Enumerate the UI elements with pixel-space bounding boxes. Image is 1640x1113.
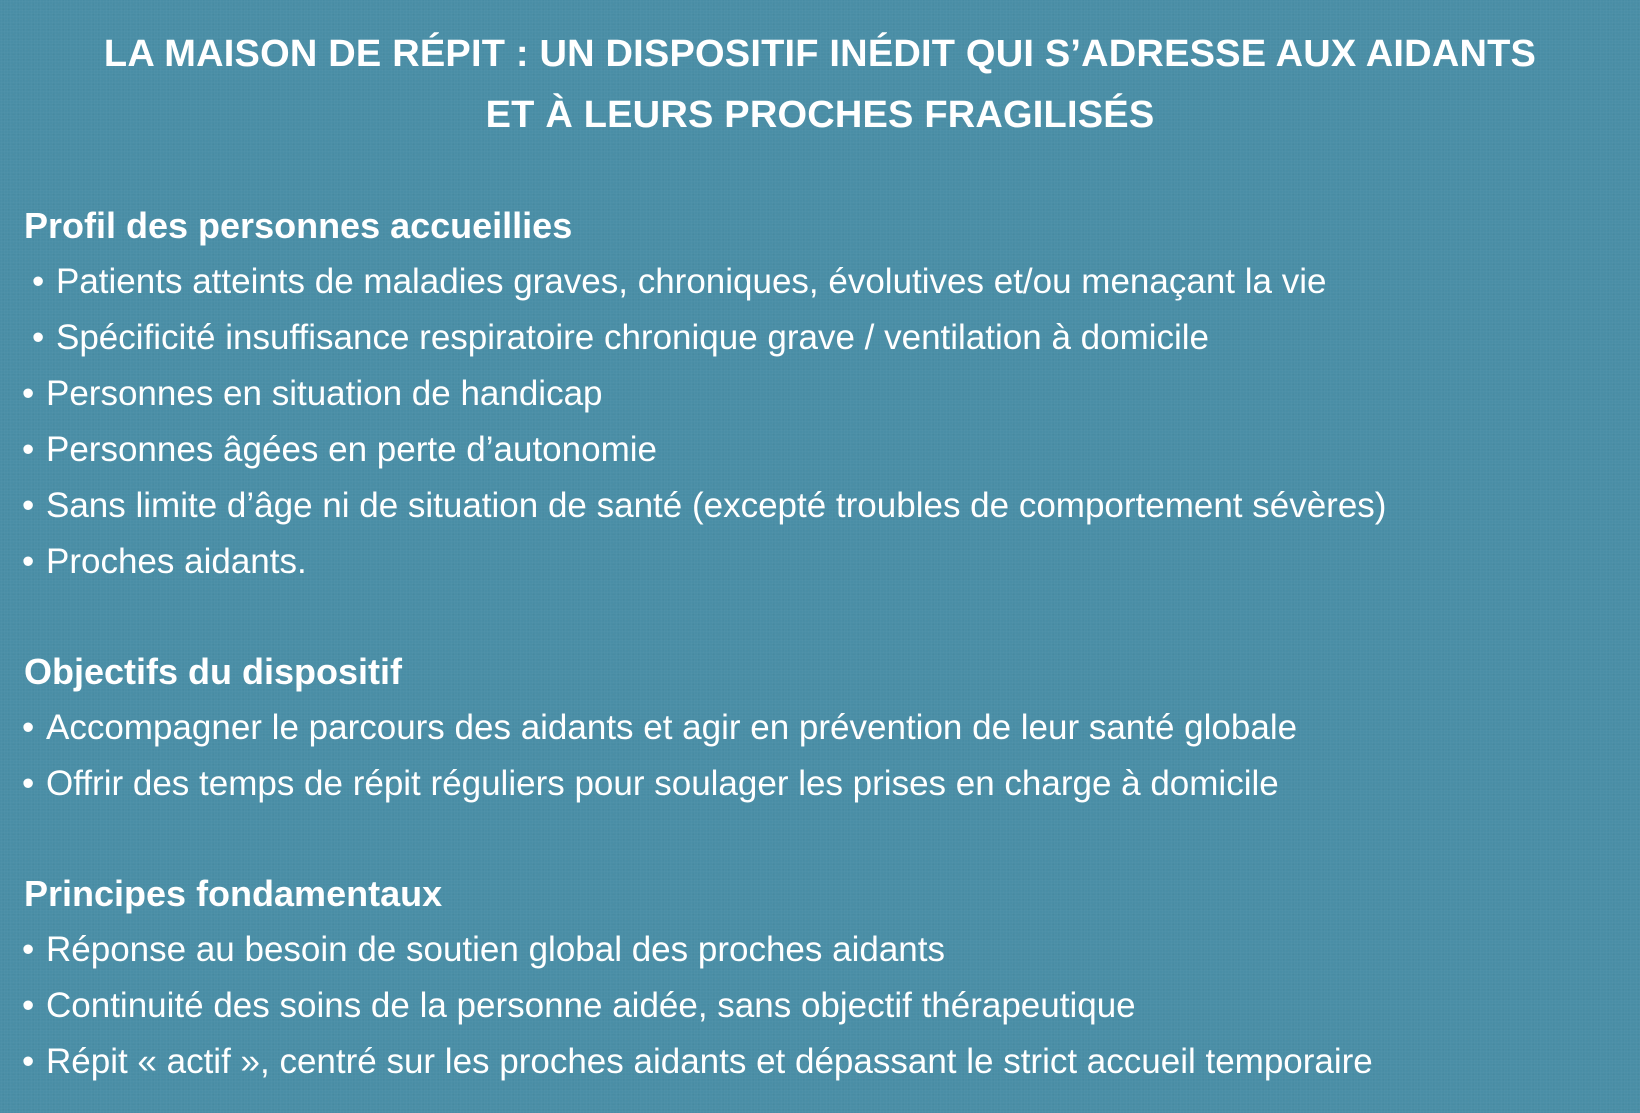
bullet-icon: • [22, 708, 35, 747]
list-item-text: Offrir des temps de répit réguliers pour soulager les prises en charge à domicile [46, 764, 1279, 803]
section-heading-principes: Principes fondamentaux [24, 873, 443, 914]
list-item [22, 922, 1618, 978]
page-title-line-1: LA MAISON DE RÉPIT : UN DISPOSITIF INÉDIT QUI S’ADRESSE AUX AIDANTS [103, 33, 1537, 75]
list-item [22, 254, 1618, 310]
bullet-icon: • [22, 764, 35, 803]
list-item [22, 310, 1618, 366]
bullet-icon: • [22, 542, 35, 581]
bullet-icon: • [32, 318, 45, 357]
bullet-icon: • [22, 930, 35, 969]
list-item-text: Sans limite d’âge ni de situation de santé (excepté troubles de comportement sévères) [46, 486, 1387, 525]
list-item [22, 978, 1618, 1034]
bullet-icon: • [22, 986, 35, 1025]
bullet-icon: • [22, 1042, 35, 1081]
list-item [22, 1034, 1618, 1090]
list-item-text: Personnes en situation de handicap [46, 374, 603, 413]
page-title [22, 24, 1618, 146]
objectifs-list [22, 700, 1618, 812]
list-item [22, 478, 1618, 534]
list-item [22, 366, 1618, 422]
list-item-text: Spécificité insuffisance respiratoire chronique grave / ventilation à domicile [56, 318, 1210, 357]
list-item-text: Proches aidants. [46, 542, 307, 581]
section-principes [22, 866, 1618, 1090]
section-profil [22, 198, 1618, 590]
section-heading-profil: Profil des personnes accueillies [24, 205, 573, 246]
principes-list [22, 922, 1618, 1090]
list-item-text: Accompagner le parcours des aidants et agir en prévention de leur santé globale [46, 708, 1298, 747]
list-item-text: Répit « actif », centré sur les proches aidants et dépassant le strict accueil temporaire [46, 1042, 1373, 1081]
list-item-text: Patients atteints de maladies graves, chroniques, évolutives et/ou menaçant la vie [56, 262, 1327, 301]
list-item-text: Réponse au besoin de soutien global des proches aidants [46, 930, 945, 969]
section-objectifs [22, 644, 1618, 812]
bullet-icon: • [32, 262, 45, 301]
profil-list [22, 254, 1618, 590]
list-item [22, 422, 1618, 478]
list-item [22, 534, 1618, 590]
page-title-line-2: ET À LEURS PROCHES FRAGILISÉS [485, 94, 1155, 136]
list-item [22, 700, 1618, 756]
list-item [22, 756, 1618, 812]
bullet-icon: • [22, 374, 35, 413]
bullet-icon: • [22, 430, 35, 469]
bullet-icon: • [22, 486, 35, 525]
section-heading-objectifs: Objectifs du dispositif [24, 651, 403, 692]
list-item-text: Personnes âgées en perte d’autonomie [46, 430, 657, 469]
list-item-text: Continuité des soins de la personne aidée, sans objectif thérapeutique [46, 986, 1136, 1025]
